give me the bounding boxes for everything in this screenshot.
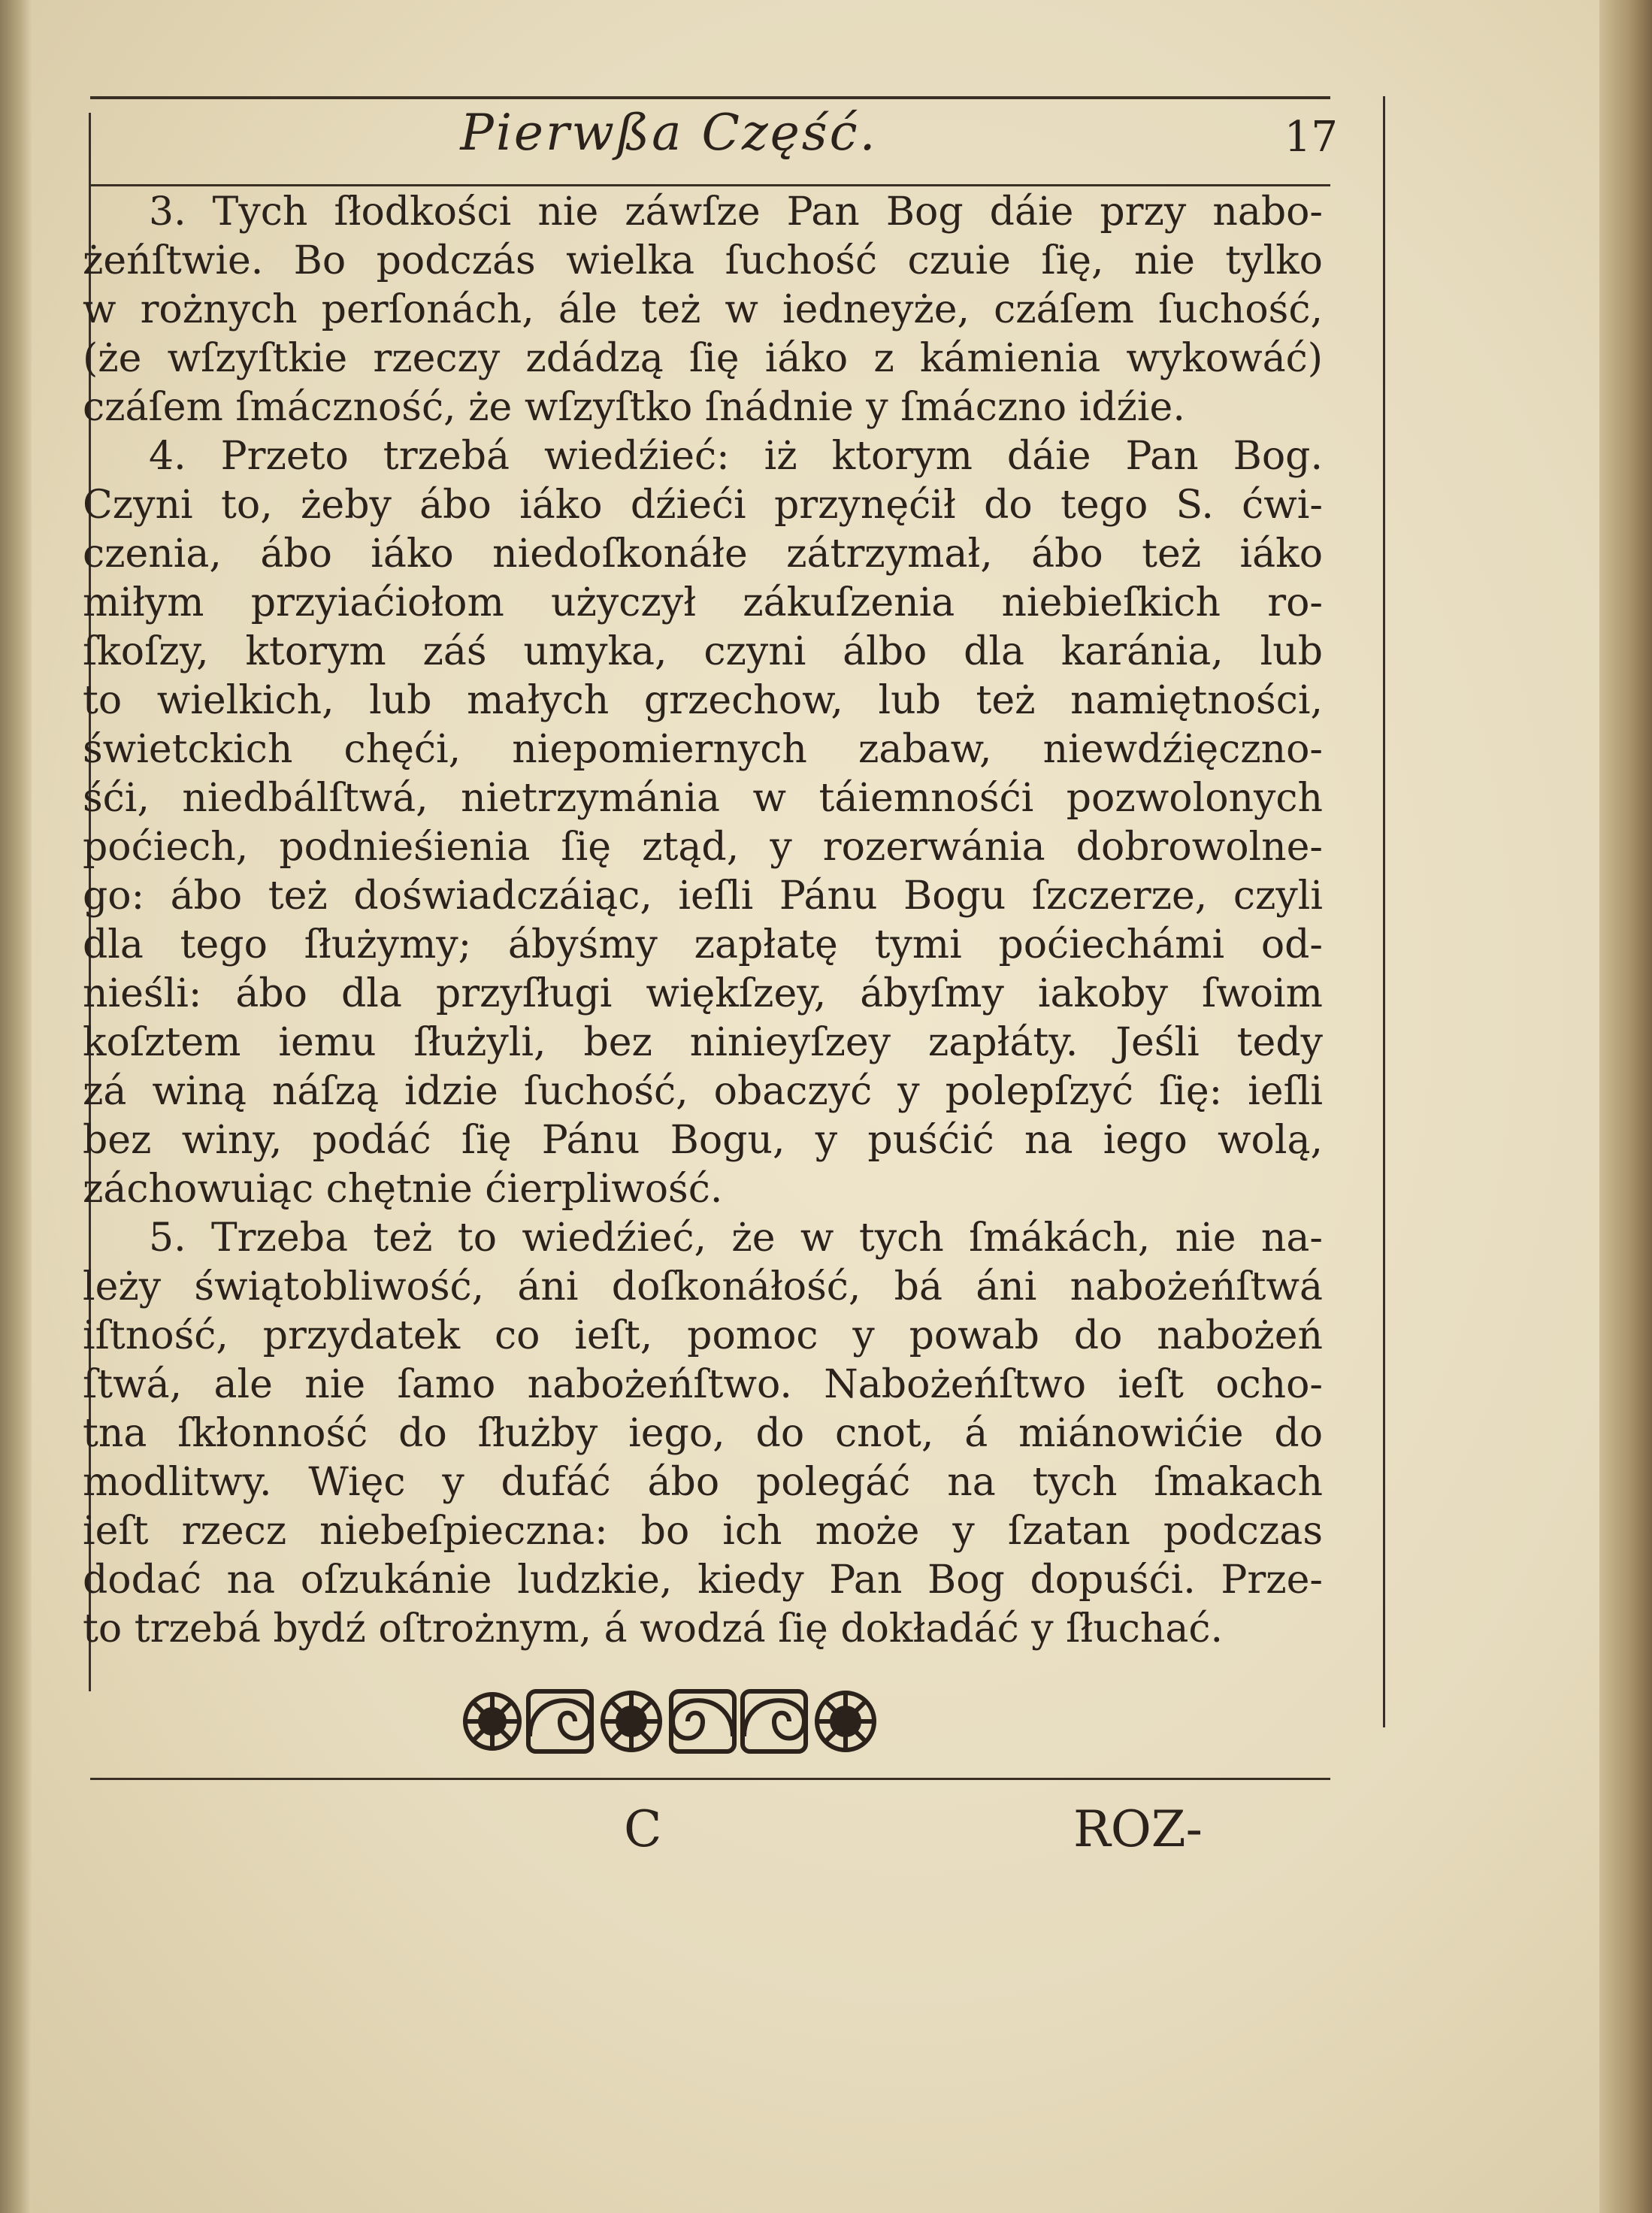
text-line: 4. Przeto trzebá wiedźieć: iż ktorym dáie Pan Bog. <box>149 434 1323 479</box>
printers-ornament <box>458 1684 887 1759</box>
paragraph-3 <box>83 188 1323 432</box>
body-text <box>83 188 1323 1654</box>
text-line: ſkoſzy, ktorym záś umyka, czyni álbo dla karánia, lub <box>83 629 1323 674</box>
text-line: tna ſkłonność do ſłużby iego, do cnot, á miánowićie do <box>83 1411 1323 1456</box>
right-margin-rule <box>1383 96 1385 1727</box>
text-line: to wielkich, lub małych grzechow, lub też namiętności, <box>83 678 1323 723</box>
ornament-flower <box>817 1693 874 1750</box>
text-line: modlitwy. Więc y dufáć ábo polegáć na tych ſmakach <box>83 1460 1323 1505</box>
ornament-scroll <box>671 1691 734 1751</box>
text-line: (że wſzyſtkie rzeczy zdádzą ſię iáko z kámienia wykowáć) <box>83 336 1323 381</box>
header-top-rule <box>90 96 1330 99</box>
text-line: ieſt rzecz niebeſpieczna: bo ich może y ſzatan podczas <box>83 1509 1323 1554</box>
text-line: dodać na oſzukánie ludzkie, kiedy Pan Bog dopuśći. Prze- <box>83 1558 1323 1603</box>
text-line: bez winy, podáć ſię Pánu Bogu, y puśćić na iego wolą, <box>83 1118 1323 1163</box>
text-line: Czyni to, żeby ábo iáko dźieći przynęćił do tego S. ćwi- <box>83 483 1323 528</box>
text-line: zá winą náſzą idzie ſuchość, obaczyć y polepſzyć ſię: ieſli <box>83 1069 1323 1114</box>
text-line: dla tego ſłużymy; ábyśmy zapłatę tymi poćiechámi od- <box>83 922 1323 967</box>
text-line: miłym przyiaćiołom użyczył zákuſzenia niebieſkich ro- <box>83 580 1323 625</box>
ornament-scroll <box>743 1691 806 1751</box>
text-line: go: ábo też doświadczáiąc, ieſli Pánu Bogu ſzczerze, czyli <box>83 873 1323 919</box>
paragraph-4 <box>83 432 1323 1214</box>
ornament-scroll <box>528 1691 592 1751</box>
page-edge <box>1599 0 1652 2213</box>
text-line: czenia, ábo iáko niedoſkonáłe zátrzymał, ábo też iáko <box>83 531 1323 577</box>
text-line: poćiech, podnieśienia ſię ztąd, y rozerwánia dobrowolne- <box>83 825 1323 870</box>
text-line: ſtwá, ale nie ſamo nabożeńſtwo. Nabożeńſtwo ieſt ocho- <box>83 1362 1323 1407</box>
text-line: to trzebá bydź oſtrożnym, á wodzá ſię dokładáć y ſłuchać. <box>83 1606 1224 1651</box>
text-line: 3. Tych ſłodkości nie záwſze Pan Bog dáie przy nabo- <box>149 189 1323 235</box>
text-line: iſtność, przydatek co ieſt, pomoc y powab do nabożeń <box>83 1313 1323 1358</box>
text-line: czáſem ſmáczność, że wſzyſtko ſnádnie y ſmáczno idźie. <box>83 385 1185 430</box>
ornament-flower <box>465 1694 519 1748</box>
text-line: śći, niedbálſtwá, nietrzymánia w táiemnośći pozwolonych <box>83 776 1323 821</box>
page-number: 17 <box>1284 113 1338 162</box>
book-gutter <box>0 0 32 2213</box>
text-line: leży świątobliwość, áni doſkonáłość, bá áni nabożeńſtwá <box>83 1264 1323 1309</box>
text-line: záchowuiąc chętnie ćierpliwość. <box>83 1167 723 1212</box>
text-line: w rożnych perſonách, ále też w iedneyże, czáſem ſuchość, <box>83 287 1323 332</box>
paragraph-5 <box>83 1214 1323 1654</box>
text-line: świetckich chęći, niepomiernych zabaw, niewdźięczno- <box>83 727 1323 772</box>
text-line: koſztem iemu ſłużyli, bez ninieyſzey zapłáty. Jeśli tedy <box>83 1020 1323 1065</box>
text-line: żeńſtwie. Bo podczás wielka ſuchość czuie ſię, nie tylko <box>83 238 1323 283</box>
text-line: 5. Trzeba też to wiedźieć, że w tych ſmákách, nie na- <box>149 1215 1323 1261</box>
catchword: ROZ- <box>1073 1800 1203 1858</box>
header-bottom-rule <box>90 184 1330 186</box>
text-line: nieśli: ábo dla przyſługi więkſzey, ábyſmy iakoby ſwoim <box>83 971 1323 1016</box>
footer-rule <box>90 1778 1330 1780</box>
signature-mark: C <box>624 1800 662 1858</box>
running-head: Pierwßa Część. <box>460 104 878 162</box>
ornament-group <box>465 1691 874 1751</box>
ornament-flower <box>603 1693 660 1750</box>
